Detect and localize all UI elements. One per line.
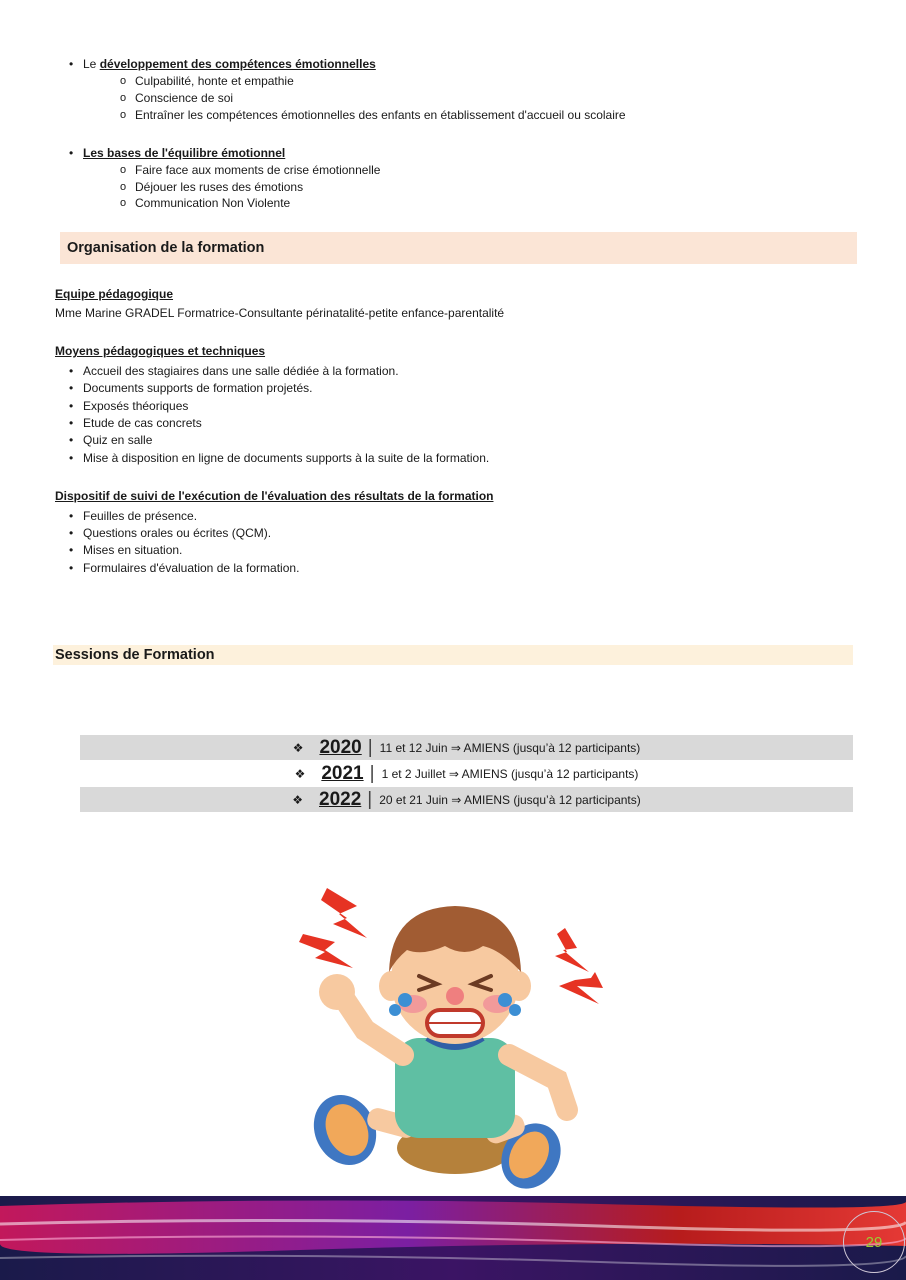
emotional-skills-heading [83, 56, 376, 72]
lightning-bolt-icon [299, 934, 353, 968]
means-item: • Etude de cas concrets [83, 415, 202, 431]
session-year: 2021 [321, 762, 364, 784]
means-item: • Mise à disposition en ligne de documents supports à la suite de la formation. [83, 450, 489, 466]
diamond-bullet-icon: ❖ [292, 740, 304, 755]
means-item: • Exposés théoriques [83, 398, 188, 414]
separator: | [367, 736, 373, 758]
balance-heading [83, 145, 285, 161]
diamond-bullet-icon: ❖ [294, 766, 306, 781]
organisation-header: Organisation de la formation [60, 232, 857, 264]
footer-decorative-band [0, 1196, 906, 1280]
balance-item: o Faire face aux moments de crise émotionnelle [135, 162, 380, 178]
emotional-skills-item: o Culpabilité, honte et empathie [135, 73, 294, 89]
means-item: • Accueil des stagiaires dans une salle dédiée à la formation. [83, 363, 399, 379]
page-number: 29 [843, 1211, 905, 1273]
session-row [80, 787, 853, 812]
sessions-header: Sessions de Formation [53, 645, 853, 665]
followup-item: • Questions orales ou écrites (QCM). [83, 525, 271, 541]
followup-item: • Formulaires d'évaluation de la formation. [83, 560, 299, 576]
team-title: Equipe pédagogique [55, 287, 174, 301]
means-title: Moyens pédagogiques et techniques [55, 344, 266, 358]
session-year: 2022 [319, 788, 362, 810]
lightning-bolt-icon [321, 888, 367, 938]
session-year: 2020 [319, 736, 362, 758]
session-detail: 20 et 21 Juin ⇒ AMIENS (jusqu’à 12 participants) [379, 792, 641, 807]
followup-item: • Mises en situation. [83, 542, 182, 558]
crying-child-illustration-icon [295, 880, 615, 1195]
separator: | [369, 762, 375, 784]
emotional-skills-item: o Entraîner les compétences émotionnelles des enfants en établissement d'accueil ou scolaire [135, 107, 626, 123]
emotional-skills-title: développement des compétences émotionnelles [99, 57, 376, 71]
session-detail: 11 et 12 Juin ⇒ AMIENS (jusqu’à 12 participants) [379, 740, 641, 755]
lightning-bolt-icon [559, 972, 603, 1004]
followup-item: • Feuilles de présence. [83, 508, 197, 524]
separator: | [367, 788, 373, 810]
diamond-bullet-icon: ❖ [292, 792, 303, 807]
lightning-bolt-icon [555, 928, 589, 972]
team-text: Mme Marine GRADEL Formatrice-Consultante périnatalité-petite enfance-parentalité [55, 306, 505, 320]
balance-item: o Communication Non Violente [135, 195, 290, 211]
followup-title: Dispositif de suivi de l'exécution de l'évaluation des résultats de la formation [55, 489, 494, 503]
emotional-skills-prefix: Le [83, 57, 97, 71]
means-item: • Documents supports de formation projetés. [83, 380, 312, 396]
means-item: • Quiz en salle [83, 432, 152, 448]
session-detail: 1 et 2 Juillet ⇒ AMIENS (jusqu’à 12 participants) [381, 766, 639, 781]
session-row [80, 761, 853, 786]
balance-title: Les bases de l'équilibre émotionnel [83, 146, 286, 160]
session-row [80, 735, 853, 760]
balance-item: o Déjouer les ruses des émotions [135, 179, 303, 195]
emotional-skills-item: o Conscience de soi [135, 90, 233, 106]
